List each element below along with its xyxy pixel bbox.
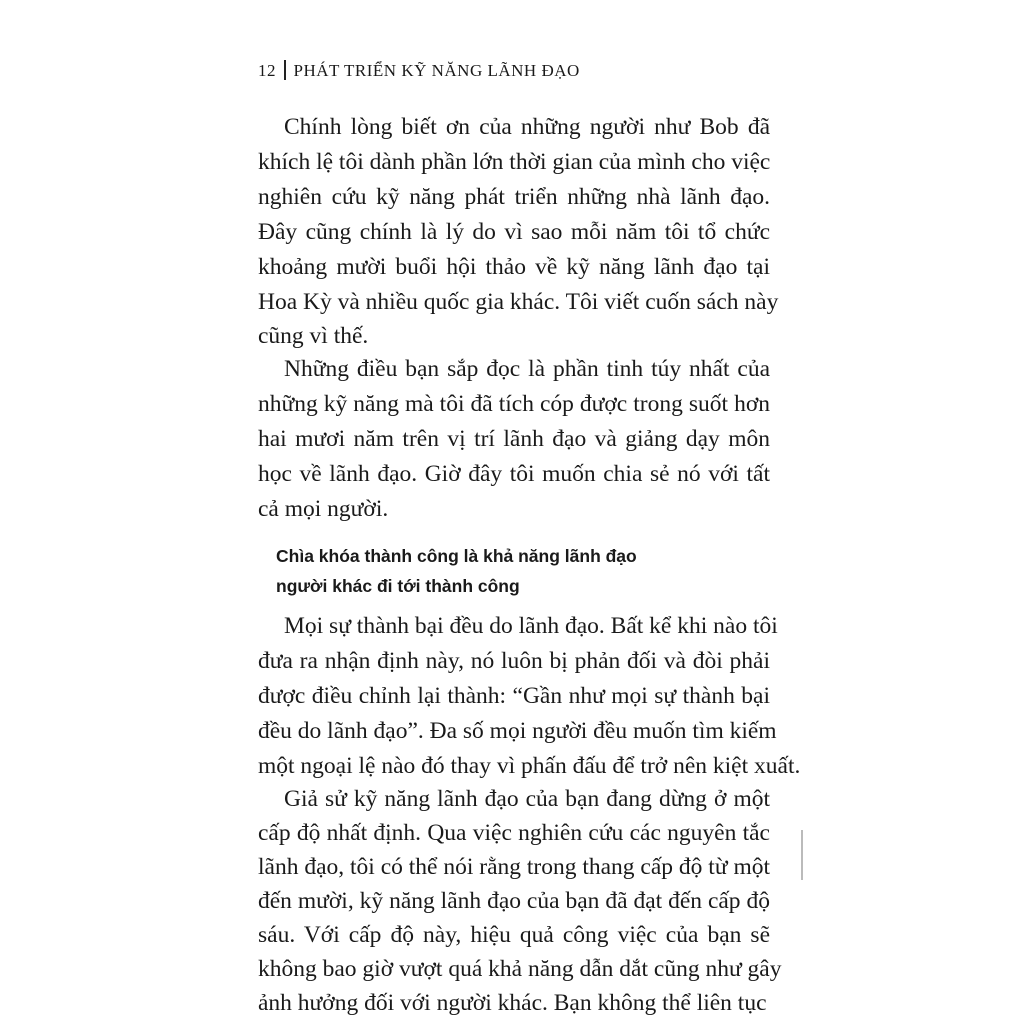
paragraph-2-line: Những điều bạn sắp đọc là phần tinh túy nhất của bbox=[284, 356, 770, 382]
paragraph-1-line: Đây cũng chính là lý do vì sao mỗi năm tôi tổ chức bbox=[258, 219, 770, 245]
paragraph-1-line: nghiên cứu kỹ năng phát triển những nhà lãnh đạo. bbox=[258, 184, 770, 210]
paragraph-4-line: không bao giờ vượt quá khả năng dẫn dắt cũng như gây bbox=[258, 956, 782, 982]
paragraph-3-line: Mọi sự thành bại đều do lãnh đạo. Bất kể khi nào tôi bbox=[284, 613, 778, 639]
running-title: PHÁT TRIỂN KỸ NĂNG LÃNH ĐẠO bbox=[293, 61, 580, 80]
header-divider bbox=[284, 60, 286, 80]
paragraph-1-line: cũng vì thế. bbox=[258, 323, 369, 349]
paragraph-1-line: Chính lòng biết ơn của những người như Bob đã bbox=[284, 114, 770, 140]
section-heading-line: Chìa khóa thành công là khả năng lãnh đạo bbox=[276, 546, 637, 566]
paragraph-4-line: cấp độ nhất định. Qua việc nghiên cứu các nguyên tắc bbox=[258, 820, 770, 846]
paragraph-2-line: cả mọi người. bbox=[258, 496, 389, 522]
paragraph-4-line: sáu. Với cấp độ này, hiệu quả công việc của bạn sẽ bbox=[258, 922, 770, 948]
paragraph-4-line: ảnh hưởng đối với người khác. Bạn không thể liên tục bbox=[258, 990, 767, 1016]
paragraph-1-line: Hoa Kỳ và nhiều quốc gia khác. Tôi viết cuốn sách này bbox=[258, 289, 779, 315]
scan-mark bbox=[801, 830, 803, 880]
section-heading-line: người khác đi tới thành công bbox=[276, 576, 520, 596]
paragraph-2-line: hai mươi năm trên vị trí lãnh đạo và giảng dạy môn bbox=[258, 426, 770, 452]
paragraph-4-line: đến mười, kỹ năng lãnh đạo của bạn đã đạt đến cấp độ bbox=[258, 888, 770, 914]
page-number: 12 bbox=[258, 61, 276, 80]
paragraph-3-line: đều do lãnh đạo”. Đa số mọi người đều muốn tìm kiếm bbox=[258, 718, 777, 744]
paragraph-4-line: lãnh đạo, tôi có thể nói rằng trong thang cấp độ từ một bbox=[258, 854, 770, 880]
running-header bbox=[258, 60, 580, 81]
paragraph-3-line: được điều chỉnh lại thành: “Gần như mọi sự thành bại bbox=[258, 683, 770, 709]
paragraph-1-line: khoảng mười buổi hội thảo về kỹ năng lãnh đạo tại bbox=[258, 254, 770, 280]
paragraph-3-line: đưa ra nhận định này, nó luôn bị phản đối và đòi phải bbox=[258, 648, 770, 674]
paragraph-1-line: khích lệ tôi dành phần lớn thời gian của mình cho việc bbox=[258, 149, 771, 175]
paragraph-2-line: học về lãnh đạo. Giờ đây tôi muốn chia sẻ nó với tất bbox=[258, 461, 770, 487]
paragraph-3-line: một ngoại lệ nào đó thay vì phấn đấu để trở nên kiệt xuất. bbox=[258, 753, 801, 779]
paragraph-2-line: những kỹ năng mà tôi đã tích cóp được trong suốt hơn bbox=[258, 391, 770, 417]
paragraph-4-line: Giả sử kỹ năng lãnh đạo của bạn đang dừng ở một bbox=[284, 786, 770, 812]
